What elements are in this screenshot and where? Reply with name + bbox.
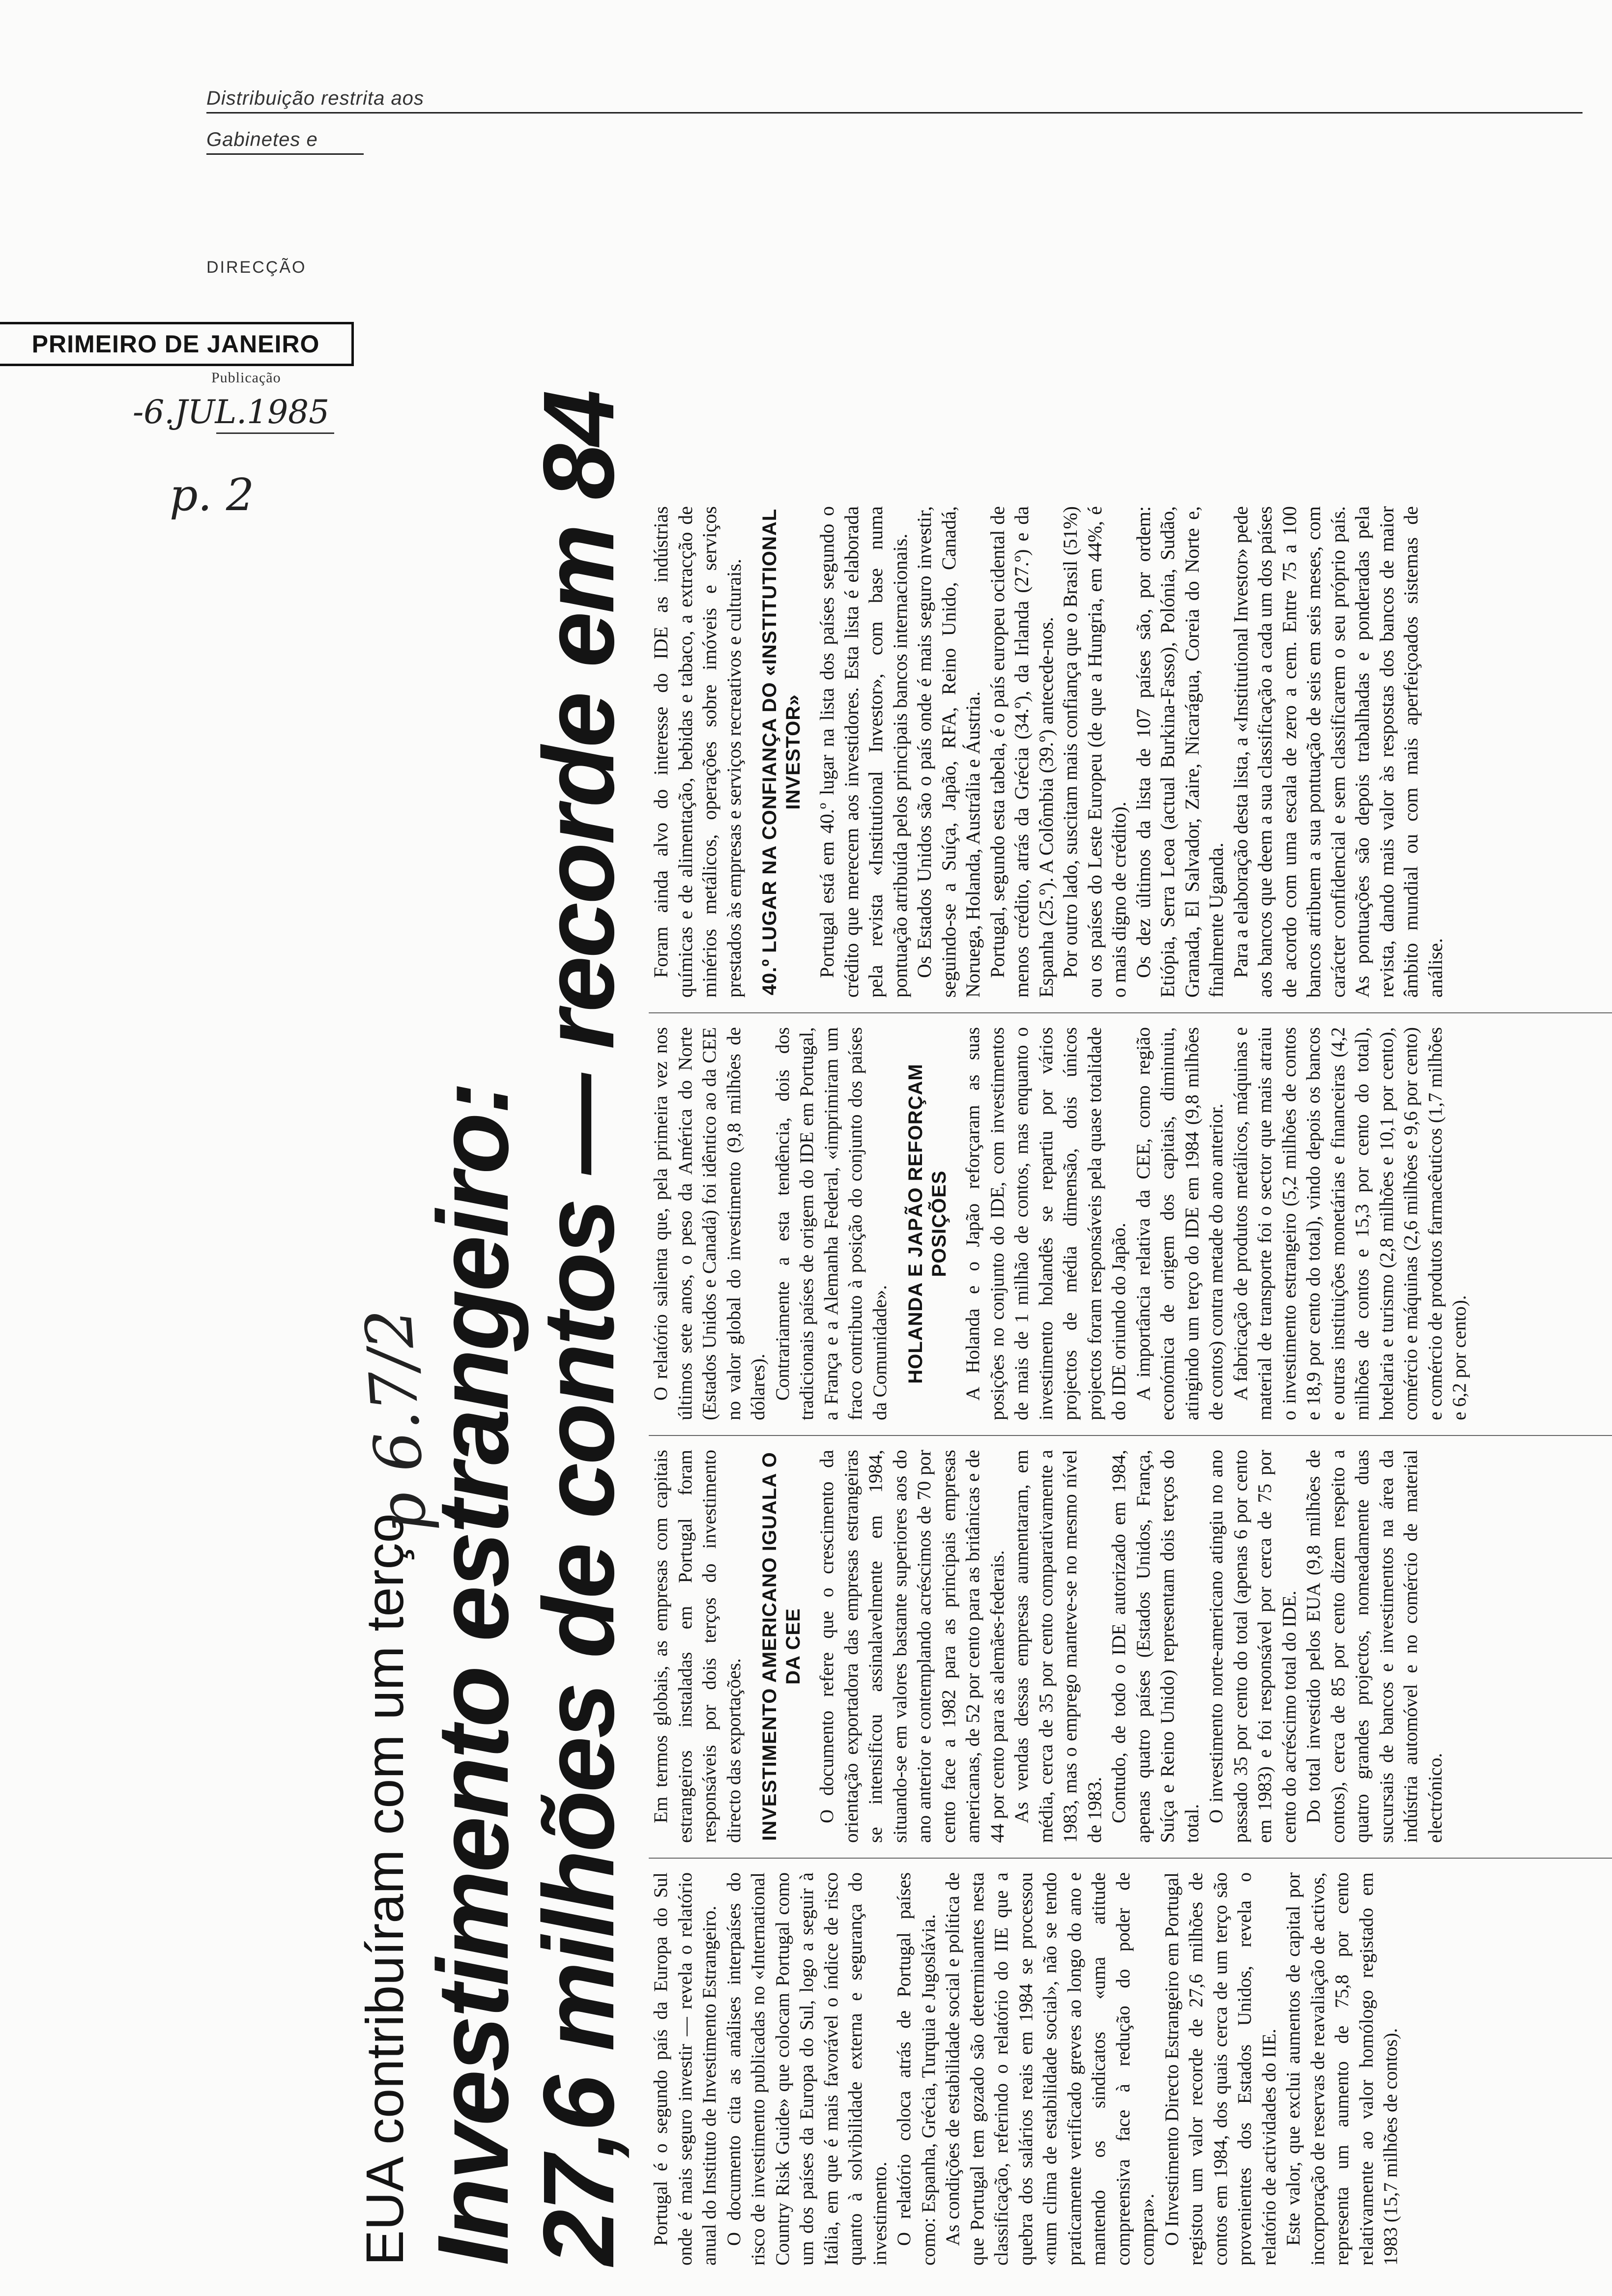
stamp-rule-2 (206, 153, 364, 155)
article-paragraph: Por outro lado, suscitam mais confiança que o Brasil (51%) ou os países do Leste Europeu (de que a Hungria, em 44%, é o mais digno de crédito). (1059, 506, 1130, 998)
col3-paragraphs-bottom (961, 1027, 1472, 1420)
distribution-note: Distribuição restrita aos (206, 87, 424, 109)
col4-paragraphs-bottom (815, 506, 1447, 998)
column-2 (649, 1450, 1612, 1843)
article-paragraph: Do total investido pelos EUA (9,8 milhões de contos), cerca de 85 por cento dizem respeito a quatro grandes projectos, nomeadamente duas sucursais de bancos e investimentos na área da indústria automóvel e no comércio de material electrónico. (1303, 1450, 1446, 1843)
article-paragraph: Contudo, de todo o IDE autorizado em 1984, apenas quatro países (Estados Unidos, França, Suíça e Reino Unido) representam dois terços do total. (1108, 1450, 1203, 1843)
direction-label: DIRECÇÃO (206, 258, 307, 277)
article-paragraph: Para a elaboração desta lista, a «Institutional Investor» pede aos bancos que deem a sua classificação a cada um dos países de acordo com uma escala de zero a cem. Entre 75 a 100 bancos atribuem a sua pontuação de seis em seis meses, com carácter confidencial e sem classificarem o seu próprio país. As pontuações são depois trabalhadas e ponderadas pela revista, dando mais valor às respostas dos bancos de maior âmbito mundial ou com mais aperfeiçoados sistemas de análise. (1229, 506, 1446, 998)
article-paragraph: O relatório salienta que, pela primeira vez nos últimos sete anos, o peso da América do Norte (Estados Unidos e Canadá) foi idêntico ao da CEE no valor global do investimento (9,8 milhões de dólares). (650, 1027, 769, 1420)
date-handwritten: -6.JUL.1985 (133, 393, 330, 431)
reference-handwritten: p 6.7/2 (351, 1306, 441, 1536)
article-paragraph: Em termos globais, as empresas com capitais estrangeiros instaladas em Portugal foram responsáveis por dois terços do investimento directo das exportações. (650, 1450, 745, 1843)
col2-paragraphs-top (649, 1450, 746, 1843)
article-paragraph: Os dez últimos da lista de 107 países são, por ordem: Etiópia, Serra Leoa (actual Burkina-Fasso), Polónia, Sudão, Granada, El Salvador, Zaire, Nicarágua, Coreia do Norte e, finalmente Uganda. (1132, 506, 1227, 998)
publication-label: Publicação (211, 370, 281, 386)
article-kicker: EUA contribuíram com um terço (355, 1513, 414, 2266)
column-1 (649, 1872, 1612, 2266)
cabinets-note: Gabinetes e (206, 129, 318, 150)
col4-paragraphs-top (649, 506, 746, 998)
article-columns (649, 79, 1612, 2266)
column-divider (649, 1012, 1612, 1013)
article-paragraph: Portugal é o segundo país da Europa do Sul onde é mais seguro investir — revela o relatório anual do Instituto de Investimento Estrangeiro. (650, 1872, 720, 2266)
article-paragraph: Portugal está em 40.º lugar na lista dos países segundo o crédito que merecem aos investidores. Esta lista é elaborada pela revista «Institutional Investor», com base numa pontuação atribuída pelos principais bancos internacionais. (816, 506, 911, 998)
article-paragraph: Portugal, segundo esta tabela, é o país europeu ocidental de menos crédito, atrás da Grécia (34.º), da Irlanda (27.º) e da Espanha (25.º). A Colômbia (39.º) antecede-nos. (986, 506, 1057, 998)
column-divider (649, 1435, 1612, 1436)
newspaper-name: PRIMEIRO DE JANEIRO (0, 322, 354, 366)
article-paragraph: A importância relativa da CEE, como região económica de origem dos capitais, diminuiu, atingindo um terço do IDE em 1984 (9,8 milhões de contos) contra metade do ano anterior. (1132, 1027, 1227, 1420)
col2-paragraphs-bottom (815, 1450, 1447, 1843)
article-paragraph: A Holanda e o Japão reforçaram as suas posições no conjunto do IDE, com investimentos de mais de 1 milhão de contos, mas enquanto o investimento holandês se repartiu por vários projectos de média dimensão, dois únicos projectos foram responsáveis pela quase totalidade do IDE oriundo do Japão. (962, 1027, 1129, 1420)
col3-paragraphs-top (649, 1027, 892, 1420)
column-divider (649, 1858, 1612, 1859)
article-paragraph: O documento refere que o crescimento da orientação exportadora das empresas estrangeiras se intensificou assinalavelmente em 1984, situando-se em valores bastante superiores aos do ano anterior e contemplando acréscimos de 70 por cento face a 1982 para as principais empresas americanas, de 52 por cento para as britânicas e de 44 por cento para as alemães-federais. (816, 1450, 1008, 1843)
article-paragraph: O Investimento Directo Estrangeiro em Portugal registou um valor recorde de 27,6 milhões de contos em 1984, dos quais cerca de um terço são provenientes dos Estados Unidos, revela o relatório de actividades do IIE. (1161, 1872, 1280, 2266)
date-underline (216, 432, 334, 434)
article-paragraph: O documento cita as análises interpaíses do risco de investimento publicadas no «International Country Risk Guide» que colocam Portugal como um dos países da Europa do Sul, logo a seguir à Itália, em que é mais favorável o índice de risco quanto à solvibilidade externa e segurança do investimento. (723, 1872, 891, 2266)
article-paragraph: A fabricação de produtos metálicos, máquinas e material de transporte foi o sector que mais atraiu o investimento estrangeiro (5,2 milhões de contos e 18,9 por cento do total), vindo depois os bancos e outras instituições monetárias e financeiras (4,2 milhões de contos e 15,3 por cento do total), hotelaria e turismo (2,8 milhões e 10,1 por cento), comércio e máquinas (2,6 milhões e 9,6 por cento) e comércio de produtos farmacêuticos (1,7 milhões e 6,2 por cento). (1230, 1027, 1470, 1420)
article-paragraph: As vendas dessas empresas aumentaram, em média, cerca de 35 por cento comparativamente a 1983, mas o emprego manteve-se no mesmo nível de 1983. (1011, 1450, 1105, 1843)
col4-subheading: 40.º LUGAR NA CONFIANÇA DO «INSTITUTIONAL INVESTOR» (759, 508, 804, 996)
headline-line-1: Investimento estrangeiro: (417, 1083, 529, 2266)
article-paragraph: Contrariamente a esta tendência, dois dos tradicionais países de origem do IDE em Portugal, a França e a Alemanha Federal, «imprimiram um fraco contributo à posição do conjunto dos países da Comunidade». (772, 1027, 891, 1420)
article-paragraph: Os Estados Unidos são o país onde é mais seguro investir, seguindo-se a Suíça, Japão, RFA, Reino Unido, Canadá, Noruega, Holanda, Austrália e Áustria. (913, 506, 984, 998)
page-handwritten: p. 2 (170, 469, 255, 521)
article-paragraph: Foram ainda alvo do interesse do IDE as indústrias químicas e de alimentação, bebidas e tabaco, a extracção de minérios metálicos, operações sobre imóveis e serviços prestados às empresas e serviços recreativos e culturais. (650, 506, 745, 998)
column-3 (649, 1027, 1612, 1420)
article-paragraph: O investimento norte-americano atingiu no ano passado 35 por cento do total (apenas 6 por cento em 1983) e foi responsável por cerca de 75 por cento do acréscimo total do IDE. (1206, 1450, 1300, 1843)
col3-subheading: HOLANDA E JAPÃO REFORÇAM POSIÇÕES (905, 1063, 950, 1384)
column-4 (649, 506, 1612, 998)
newspaper-article (351, 79, 1612, 2266)
col1-paragraphs (649, 1872, 1403, 2266)
col2-subheading: INVESTIMENTO AMERICANO IGUALA O DA CEE (759, 1452, 804, 1841)
article-paragraph: O relatório coloca atrás de Portugal países como: Espanha, Grécia, Turquia e Jugoslávia. (893, 1872, 939, 2266)
headline-line-2: 27,6 milhões de contos — recorde em 84 (522, 392, 635, 2266)
article-paragraph: Este valor, que exclui aumentos de capital por incorporação de reservas de reavaliação de activos, representa um aumento de 75,8 por cento relativamente ao valor homólogo registado em 1983 (15,7 milhões de contos). (1283, 1872, 1401, 2266)
article-paragraph: As condições de estabilidade social e política de que Portugal tem gozado são determinantes nesta classificação, referindo o relatório do IIE que a quebra dos salários reais em 1984 se processou «num clima de estabilidade social», não se tendo praticamente verificado greves ao longo do ano e mantendo os sindicatos «uma atitude compreensiva face à redução do poder de compra». (942, 1872, 1158, 2266)
